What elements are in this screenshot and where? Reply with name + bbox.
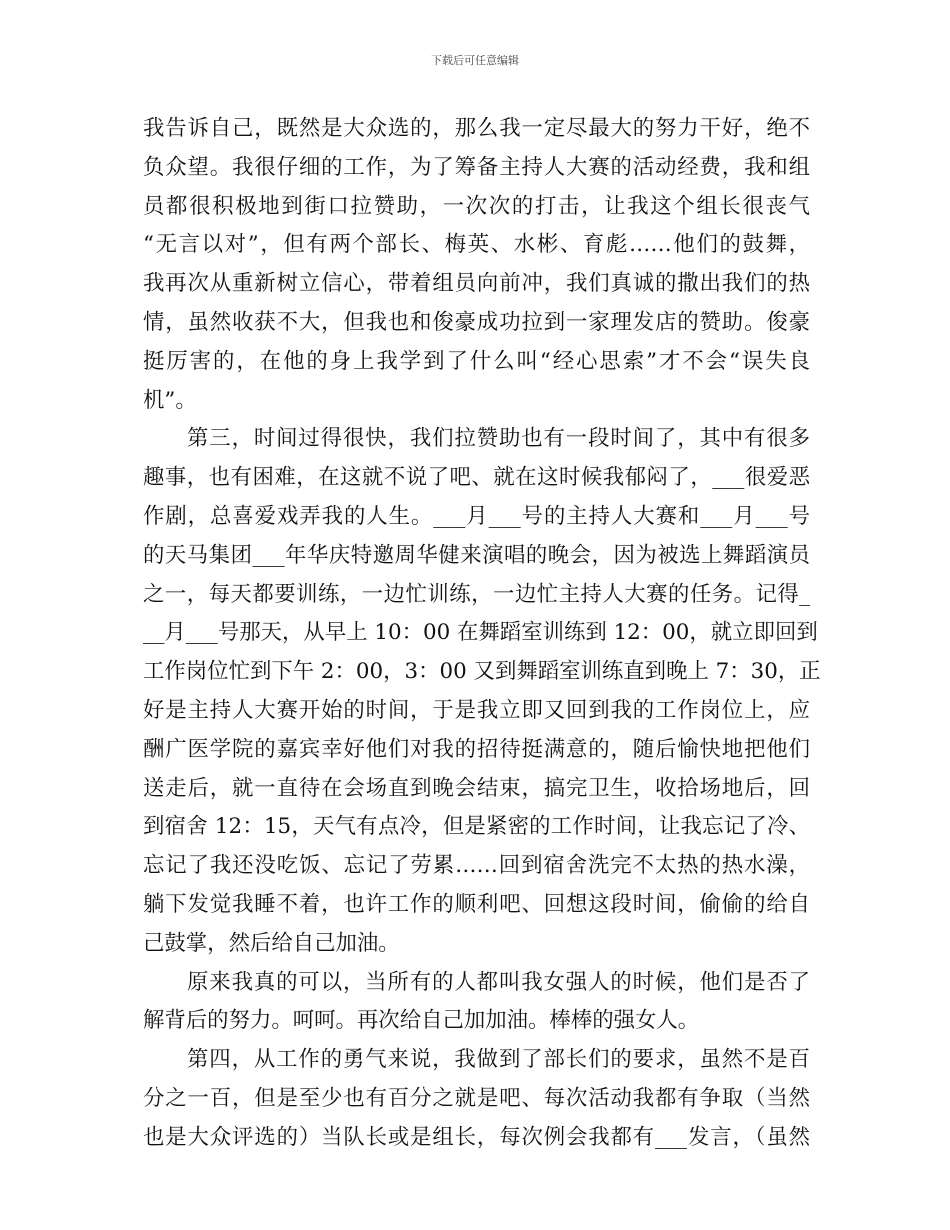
text-line: 负众望。我很仔细的工作，为了筹备主持人大赛的活动经费，我和组 <box>143 154 810 180</box>
paragraph-4 <box>143 1041 810 1157</box>
text-line: 分之一百，但是至少也有百分之就是吧、每次活动我都有争取（当然 <box>143 1085 810 1111</box>
text-line: 工作岗位忙到下午 2：00，3：00 又到舞蹈室训练直到晚上 7：30，正 <box>143 659 821 685</box>
text-line: 机”。 <box>143 387 197 413</box>
text-line: 也是大众评选的）当队长或是组长，每次例会我都有___发言，（虽然 <box>143 1124 810 1150</box>
text-line: 的天马集团___年华庆特邀周华健来演唱的晚会，因为被选上舞蹈演员 <box>143 542 810 568</box>
text-line: 忘记了我还没吃饭、忘记了劳累……回到宿舍洗完不太热的热水澡， <box>143 853 810 879</box>
text-line: 第四，从工作的勇气来说，我做到了部长们的要求，虽然不是百 <box>187 1047 810 1073</box>
text-line: 我再次从重新树立信心，带着组员向前冲，我们真诚的撒出我们的热 <box>143 271 810 297</box>
text-line: __月___号那天，从早上 10：00 在舞蹈室训练到 12：00，就立即回到 <box>143 620 818 646</box>
text-line: 解背后的努力。呵呵。再次给自己加加油。棒棒的强女人。 <box>143 1008 700 1034</box>
paragraph-1 <box>143 110 810 420</box>
paragraph-2 <box>143 420 821 963</box>
text-line: 员都很积极地到街口拉赞助，一次次的打击，让我这个组长很丧气 <box>143 193 810 219</box>
text-line: 送走后，就一直待在会场直到晚会结束，搞完卫生，收拾场地后，回 <box>143 775 810 801</box>
text-line: 我告诉自己，既然是大众选的，那么我一定尽最大的努力干好，绝不 <box>143 116 810 141</box>
text-line: 挺厉害的，在他的身上我学到了什么叫“经心思索”才不会“误失良 <box>143 348 810 374</box>
text-line: 第三，时间过得很快，我们拉赞助也有一段时间了，其中有很多 <box>187 426 810 452</box>
text-line: 到宿舍 12：15，天气有点冷，但是紧密的工作时间，让我忘记了冷、 <box>143 814 810 840</box>
text-line: 好是主持人大赛开始的时间，于是我立即又回到我的工作岗位上，应 <box>143 697 810 723</box>
text-line: “无言以对”，但有两个部长、梅英、水彬、育彪……他们的鼓舞， <box>143 232 810 258</box>
text-line: 情，虽然收获不大，但我也和俊豪成功拉到一家理发店的赞助。俊豪 <box>143 309 810 335</box>
text-line: 之一，每天都要训练，一边忙训练，一边忙主持人大赛的任务。记得_ <box>143 581 810 607</box>
paragraph-3 <box>143 964 810 1042</box>
text-line: 躺下发觉我睡不着，也许工作的顺利吧、回想这段时间，偷偷的给自 <box>143 891 810 917</box>
document-body <box>143 110 821 1158</box>
page-header: 下载后可任意编辑 <box>431 54 519 67</box>
text-line: 作剧，总喜爱戏弄我的人生。___月___号的主持人大赛和___月___号 <box>143 503 810 529</box>
text-line: 原来我真的可以，当所有的人都叫我女强人的时候，他们是否了 <box>187 969 810 995</box>
text-line: 趣事，也有困难，在这就不说了吧、就在这时候我郁闷了，___很爱恶 <box>143 465 810 491</box>
text-line: 酬广医学院的嘉宾幸好他们对我的招待挺满意的，随后愉快地把他们 <box>143 736 810 762</box>
text-line: 己鼓掌，然后给自己加油。 <box>143 930 400 956</box>
